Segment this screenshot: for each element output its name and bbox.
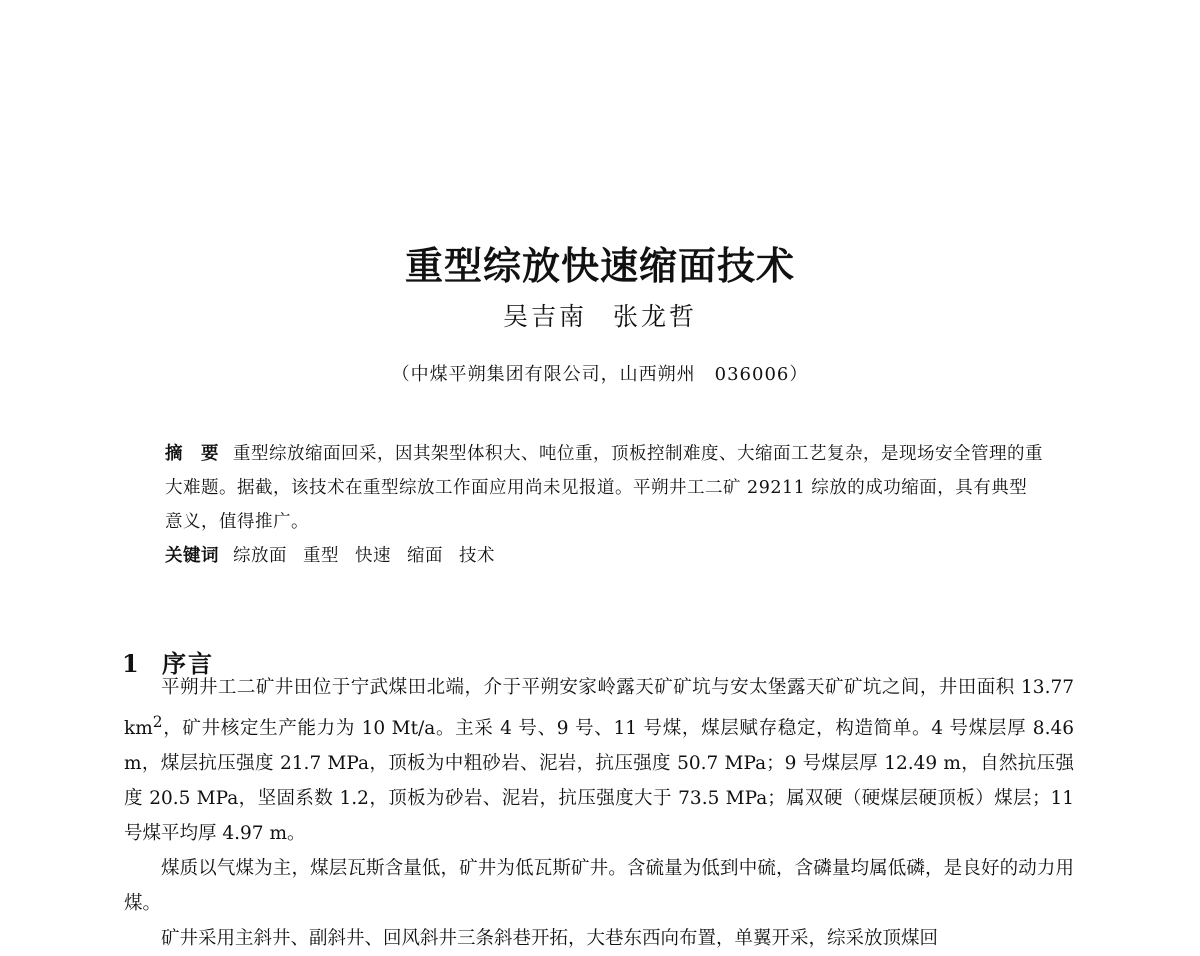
affiliation: （中煤平朔集团有限公司，山西朔州 036006） — [391, 364, 809, 385]
keywords-line — [165, 539, 1045, 573]
abstract-paragraph — [165, 437, 1045, 539]
abstract-text: 重型综放缩面回采，因其架型体积大、吨位重，顶板控制难度、大缩面工艺复杂，是现场安全管理的重大难题。据截，该技术在重型综放工作面应用尚未见报道。平朔井工二矿 29211 综放的成功缩面，具有典型意义，值得推广。 — [165, 444, 1043, 532]
keyword: 快速 — [355, 546, 391, 566]
keyword: 综放面 — [233, 546, 287, 566]
body-paragraph — [124, 670, 1074, 851]
author-name: 吴吉南 — [502, 302, 587, 331]
abstract-block — [165, 437, 1045, 573]
keyword: 缩面 — [407, 546, 443, 566]
keywords-label: 关键词 — [165, 546, 219, 566]
section-title: 序言 — [162, 648, 214, 678]
paragraph-text: ，矿井核定生产能力为 10 Mt/a。主采 4 号、9 号、11 号煤，煤层赋存稳定，构造简单。4 号煤层厚 8.46 m，煤层抗压强度 21.7 MPa，顶板为中粗砂岩、泥岩，抗压强度 50.7 MPa；9 号煤层厚 12.49 m，自然抗压强度 20.5 MPa，坚固系数 1.2，顶板为砂岩、泥岩，抗压强度大于 73.5 MPa；属双硬（硬煤层硬顶板）煤层；11 号煤平均厚 4.97 m。 — [124, 718, 1074, 845]
author-list — [0, 297, 1200, 333]
body-paragraph: 煤质以气煤为主，煤层瓦斯含量低，矿井为低瓦斯矿井。含硫量为低到中硫，含磷量均属低磷，是良好的动力用煤。 — [124, 858, 1074, 915]
paper-title: 重型综放快速缩面技术 — [404, 244, 795, 289]
body-paragraph: 矿井采用主斜井、副斜井、回风斜井三条斜巷开拓，大巷东西向布置，单翼开采，综采放顶煤回 — [161, 928, 939, 950]
section-number: 1 — [122, 648, 141, 678]
abstract-label: 摘 要 — [165, 444, 219, 464]
paragraph-text: 平朔井工二矿井田位于宁武煤田北端，介于平朔安家岭露天矿矿坑与安太堡露天矿矿坑之间，井田面积 13.77 km — [124, 677, 1074, 740]
superscript: 2 — [152, 713, 163, 731]
author-name: 张龙哲 — [613, 302, 698, 331]
keyword: 技术 — [459, 546, 495, 566]
body-text — [124, 670, 1074, 956]
keyword: 重型 — [303, 546, 339, 566]
